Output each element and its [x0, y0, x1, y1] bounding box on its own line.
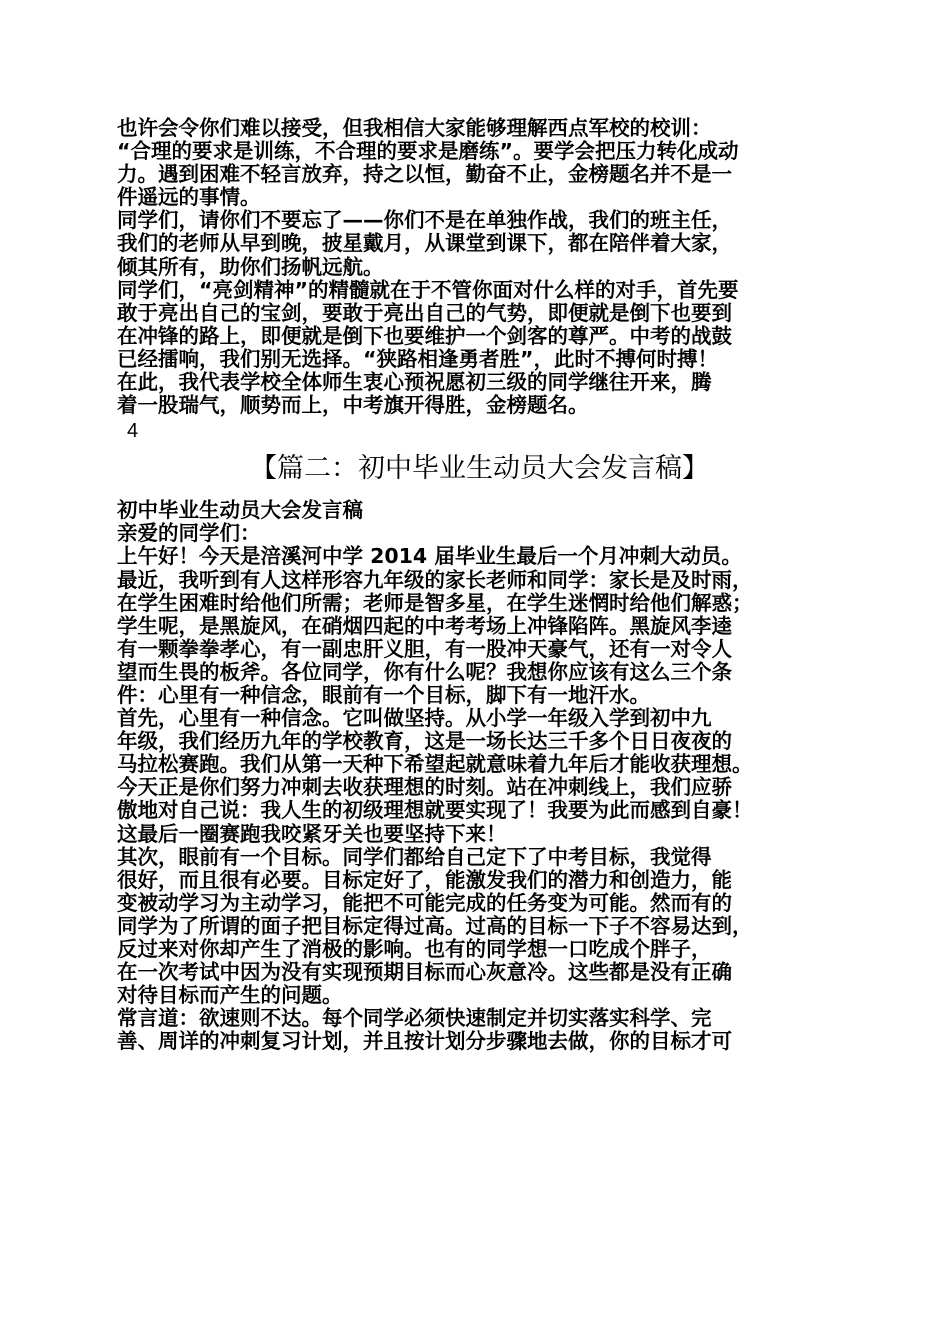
- text-line: 最近，我听到有人这样形容九年级的家长老师和同学：家长是及时雨，: [117, 567, 753, 592]
- text-line: 有一颗拳拳孝心，有一副忠肝义胆，有一股冲天豪气，还有一对令人: [117, 636, 732, 661]
- text-line: 在冲锋的路上，即便就是倒下也要维护一个剑客的尊严。中考的战鼓: [117, 323, 732, 348]
- text-line: 倾其所有，助你们扬帆远航。: [117, 254, 384, 279]
- text-line: 同学为了所谓的面子把目标定得过高。过高的目标一下子不容易达到，: [117, 913, 753, 938]
- text-line: 我们的老师从早到晚，披星戴月，从课堂到课下，都在陪伴着大家，: [117, 231, 732, 256]
- text-line: 首先，心里有一种信念。它叫做坚持。从小学一年级入学到初中九: [117, 706, 712, 731]
- text-line: 其次，眼前有一个目标。同学们都给自己定下了中考目标，我觉得: [117, 844, 712, 869]
- text-line: 变被动学习为主动学习，能把不可能完成的任务变为可能。然而有的: [117, 890, 732, 915]
- text-line: 亲爱的同学们：: [117, 521, 261, 546]
- text-line: 同学们，请你们不要忘了——你们不是在单独作战，我们的班主任，: [117, 208, 732, 233]
- text-line: 敢于亮出自己的宝剑，要敢于亮出自己的气势，即便就是倒下也要到: [117, 300, 732, 325]
- text-line: 傲地对自己说：我人生的初级理想就要实现了！我要为此而感到自豪！: [117, 798, 753, 823]
- text-line: 对待目标而产生的问题。: [117, 983, 343, 1008]
- text-line: 在学生困难时给他们所需；老师是智多星，在学生迷惘时给他们解惑；: [117, 590, 753, 615]
- text-line: 这最后一圈赛跑我咬紧牙关也要坚持下来！: [117, 821, 507, 846]
- text-line: 着一股瑞气，顺势而上，中考旗开得胜，金榜题名。: [117, 393, 589, 418]
- text-line: 马拉松赛跑。我们从第一天种下希望起就意味着九年后才能收获理想。: [117, 752, 753, 777]
- text-line: 反过来对你却产生了消极的影响。也有的同学想一口吃成个胖子，: [117, 937, 712, 961]
- text-line: 今天正是你们努力冲刺去收获理想的时刻。站在冲刺线上，我们应骄: [117, 775, 732, 800]
- text-line: 已经擂响，我们别无选择。“狭路相逢勇者胜”，此时不搏何时搏！: [117, 346, 718, 371]
- text-line: 上午好！今天是涪溪河中学 2014 届毕业生最后一个月冲刺大动员。: [117, 544, 742, 569]
- text-line: 同学们，“亮剑精神”的精髓就在于不管你面对什么样的对手，首先要: [117, 277, 739, 302]
- speech-part-one: [117, 117, 842, 417]
- text-line: 在此，我代表学校全体师生衷心预祝愿初三级的同学继往开来，腾: [117, 370, 712, 395]
- text-line: 学生呢，是黑旋风，在硝烟四起的中考考场上冲锋陷阵。黑旋风李逵: [117, 613, 732, 638]
- speech-part-two: [117, 499, 842, 1053]
- text-line: 力。遇到困难不轻言放弃，持之以恒，勤奋不止，金榜题名并不是一: [117, 162, 732, 187]
- text-line: 件遥远的事情。: [117, 185, 261, 210]
- text-line: 望而生畏的板斧。各位同学，你有什么呢？我想你应该有这么三个条: [117, 659, 732, 684]
- text-line: 也许会令你们难以接受，但我相信大家能够理解西点军校的校训：: [117, 116, 712, 140]
- document-body: [117, 117, 842, 1053]
- text-line: 初中毕业生动员大会发言稿: [117, 498, 363, 523]
- text-line: 很好，而且很有必要。目标定好了，能激发我们的潜力和创造力，能: [117, 867, 732, 892]
- text-line: 善、周详的冲刺复习计划，并且按计划分步骤地去做，你的目标才可: [117, 1029, 732, 1054]
- text-line: 在一次考试中因为没有实现预期目标而心灰意冷。这些都是没有正确: [117, 960, 732, 985]
- page-number: 4: [127, 420, 139, 443]
- text-line: 常言道：欲速则不达。每个同学必须快速制定并切实落实科学、完: [117, 1006, 712, 1031]
- text-line: 年级，我们经历九年的学校教育，这是一场长达三千多个日日夜夜的: [117, 729, 732, 754]
- text-line: 件：心里有一种信念，眼前有一个目标，脚下有一地汗水。: [117, 682, 650, 707]
- section-heading: 【篇二：初中毕业生动员大会发言稿】: [250, 453, 709, 485]
- text-line: “合理的要求是训练，不合理的要求是磨练”。要学会把压力转化成动: [117, 139, 739, 164]
